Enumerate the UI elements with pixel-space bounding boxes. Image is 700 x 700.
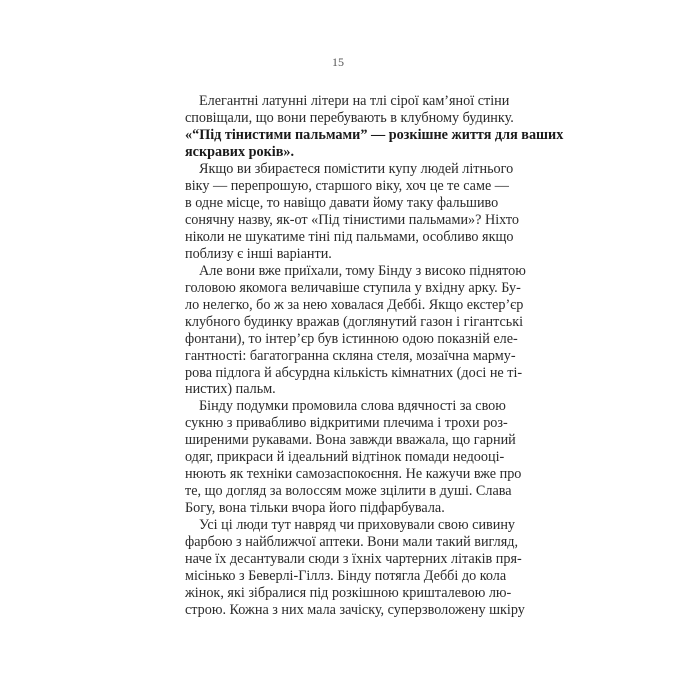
text-line: Якщо ви збираєтеся помістити купу людей літнього xyxy=(199,160,514,177)
text-line: головою якомога величавіше ступила у вхідну арку. Бу- xyxy=(185,279,521,296)
text-line: ніколи не шукатиме тіні під пальмами, особливо якщо xyxy=(185,228,514,245)
text-line: рова підлога й абсурдна кількість кімнатних (досі не ті- xyxy=(185,364,523,381)
text-line: ширеними рукавами. Вона завжди вважала, що гарний xyxy=(185,432,516,449)
page-number: 15 xyxy=(332,55,344,69)
text-line: одяг, прикраси й ідеальний відтінок помади недооці- xyxy=(185,449,505,466)
text-line: наче їх десантували сюди з їхніх чартерних літаків пря- xyxy=(185,551,522,568)
text-line: сукню з привабливо відкритими плечима і трохи роз- xyxy=(185,415,508,432)
text-line: віку — перепрошую, старшого віку, хоч це те саме — xyxy=(185,177,509,194)
text-line: Богу, вона тільки вчора його підфарбувала. xyxy=(185,500,445,517)
text-line: «“Під тінистими пальмами” — розкішне життя для ваших xyxy=(185,126,564,143)
text-line: фарбою з найближчої аптеки. Вони мали такий вигляд, xyxy=(185,534,519,551)
text-line: Усі ці люди тут навряд чи приховували свою сивину xyxy=(199,517,516,534)
text-line: поблизу є інші варіанти. xyxy=(185,245,332,262)
text-line: ло нелегко, бо ж за нею ховалася Деббі. Якщо екстер’єр xyxy=(185,296,524,313)
text-line: Але вони вже приїхали, тому Бінду з високо піднятою xyxy=(199,262,526,279)
text-line: нюють як техніки самозаспокоєння. Не кажучи вже про xyxy=(185,466,522,483)
text-line: сповіщали, що вони перебувають в клубному будинку. xyxy=(185,109,514,126)
text-line: гантності: багатогранна скляна стеля, мозаїчна марму- xyxy=(185,347,516,364)
text-line: фонтани), то інтер’єр був істинною одою показній еле- xyxy=(185,330,518,347)
text-line: яскравих років». xyxy=(185,143,295,160)
body-text xyxy=(185,93,564,619)
text-line: сонячну назву, як-от «Під тінистими пальмами»? Ніхто xyxy=(185,211,520,228)
text-line: жінок, які зібралися під розкішною кришталевою лю- xyxy=(185,585,512,602)
text-line: Бінду подумки промовила слова вдячності за свою xyxy=(199,398,506,415)
text-line: те, що догляд за волоссям може зцілити в душі. Слава xyxy=(185,483,512,500)
text-line: нистих) пальм. xyxy=(185,381,276,398)
text-line: в одне місце, то навіщо давати йому таку фальшиво xyxy=(185,194,499,211)
text-line: клубного будинку вражав (доглянутий газон і гігантські xyxy=(185,313,524,330)
text-line: Елегантні латунні літери на тлі сірої кам’яної стіни xyxy=(199,93,510,109)
text-line: місінько з Беверлі-Гіллз. Бінду потягла Деббі до кола xyxy=(185,568,507,585)
text-line: строю. Кожна з них мала зачіску, суперзволожену шкіру xyxy=(185,602,525,619)
